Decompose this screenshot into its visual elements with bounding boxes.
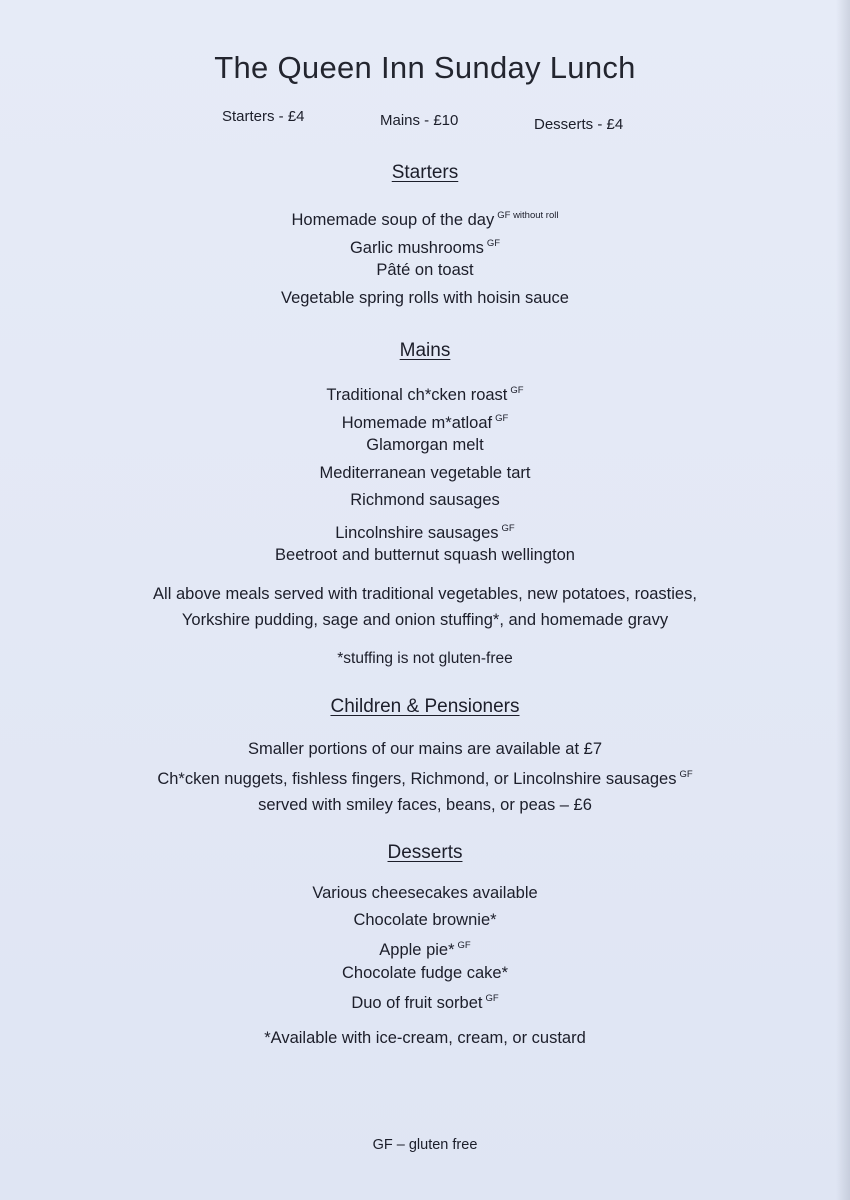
gf-marker: GF <box>679 769 693 780</box>
list-item: Chocolate fudge cake* <box>341 963 509 982</box>
starters-heading: Starters <box>391 162 459 183</box>
list-item: Chocolate brownie* <box>353 910 497 929</box>
gf-legend: GF – gluten free <box>372 1137 478 1153</box>
mains-price: Mains - £10 <box>380 112 459 129</box>
desserts-heading: Desserts <box>387 842 463 863</box>
gf-marker: GF <box>510 385 524 396</box>
list-item: Garlic mushrooms $^{GF}$ <box>349 237 501 257</box>
desserts-list <box>0 880 850 1013</box>
desserts-price: Desserts - £4 <box>534 116 624 133</box>
list-item: Beetroot and butternut squash wellington <box>275 546 575 564</box>
list-item: Various cheesecakes available <box>312 884 538 902</box>
children-details: Smaller portions of our mains are available at £7 Ch*cken nuggets, fishless fingers, Richmond, or Lincolnshire sausages $^{GF}$ served with smiley faces, beans, or peas – £6 <box>157 740 693 814</box>
list-item: Homemade m*atloaf $^{GF}$ <box>341 412 509 432</box>
price-summary <box>0 108 850 132</box>
gf-marker: GF <box>485 993 499 1004</box>
list-item: Pâté on toast <box>376 261 474 279</box>
children-heading: Children & Pensioners <box>330 696 520 717</box>
list-item: Lincolnshire sausages $^{GF}$ <box>335 522 515 542</box>
menu-title: The Queen Inn Sunday Lunch <box>214 50 636 85</box>
mains-heading: Mains <box>399 340 451 361</box>
mains-list <box>0 377 850 570</box>
gf-marker: GF <box>457 940 471 951</box>
gf-marker: GF <box>501 522 515 534</box>
mains-served-with-note: All above meals served with traditional vegetables, new potatoes, roasties, Yorkshire pudding, sage and onion stuffing*, and homemade gravy <box>153 585 697 629</box>
list-item: Glamorgan melt <box>366 436 484 454</box>
list-item: Mediterranean vegetable tart <box>319 463 531 482</box>
gf-marker: GF without roll <box>497 210 559 221</box>
list-item: Richmond sausages <box>350 491 500 509</box>
gf-marker: GF <box>486 237 501 249</box>
list-item: Vegetable spring rolls with hoisin sauce <box>280 288 569 307</box>
list-item: Homemade soup of the day $^{GF without roll}$ <box>291 210 559 229</box>
list-item: Traditional ch*cken roast $^{GF}$ <box>326 385 524 404</box>
starters-list <box>0 202 850 312</box>
gf-marker: GF <box>495 412 509 424</box>
starters-price: Starters - £4 <box>222 108 305 125</box>
list-item: Apple pie* $^{GF}$ <box>379 940 471 959</box>
stuffing-note: *stuffing is not gluten-free <box>337 650 513 667</box>
list-item: Duo of fruit sorbet $^{GF}$ <box>351 993 499 1012</box>
desserts-note: *Available with ice-cream, cream, or custard <box>264 1029 586 1047</box>
